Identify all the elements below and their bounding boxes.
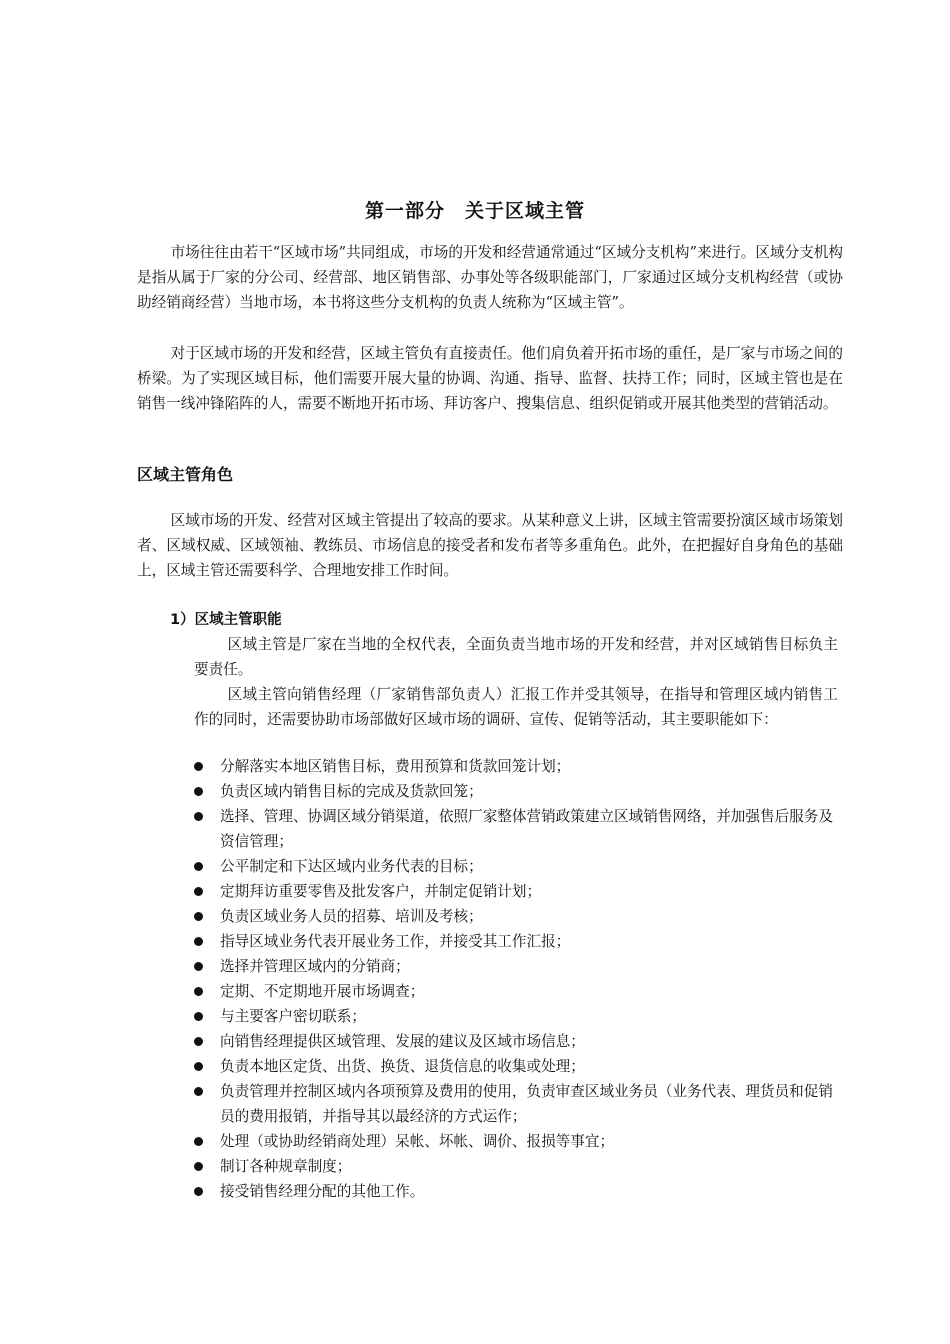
list-item: 负责本地区定货、出货、换货、退货信息的收集或处理； xyxy=(194,1054,842,1079)
bullet-icon xyxy=(194,962,203,971)
bullet-icon xyxy=(194,1187,203,1196)
list-item: 处理（或协助经销商处理）呆帐、坏帐、调价、报损等事宜； xyxy=(194,1129,842,1154)
list-item: 公平制定和下达区域内业务代表的目标； xyxy=(194,854,842,879)
intro-paragraph-2: 对于区域市场的开发和经营，区域主管负有直接责任。他们肩负着开拓市场的重任，是厂家与市场之间的桥梁。为了实现区域目标，他们需要开展大量的协调、沟通、指导、监督、扶持工作；同时，区域主管也是在销售一线冲锋陷阵的人，需要不断地开拓市场、拜访客户、搜集信息、组织促销或开展其他类型的营销活动。 xyxy=(137,345,843,412)
list-item: 负责管理并控制区域内各项预算及费用的使用，负责审查区域业务员（业务代表、理货员和促销员的费用报销，并指导其以最经济的方式运作； xyxy=(194,1079,842,1129)
bullet-icon xyxy=(194,862,203,871)
list-item: 制订各种规章制度； xyxy=(194,1154,842,1179)
bullet-icon xyxy=(194,1137,203,1146)
bullet-icon xyxy=(194,1012,203,1021)
bullet-icon xyxy=(194,762,203,771)
list-item: 向销售经理提供区域管理、发展的建议及区域市场信息； xyxy=(194,1029,842,1054)
list-item: 定期、不定期地开展市场调查； xyxy=(194,979,842,1004)
list-item: 接受销售经理分配的其他工作。 xyxy=(194,1179,842,1204)
intro-paragraph-1: 市场往往由若干“区域市场”共同组成，市场的开发和经营通常通过“区域分支机构”来进行。区域分支机构是指从属于厂家的分公司、经营部、地区销售部、办事处等各级职能部门，厂家通过区域分支机构经营（或协助经销商经营）当地市场，本书将这些分支机构的负责人统称为“区域主管”。 xyxy=(137,244,843,311)
list-item: 负责区域业务人员的招募、培训及考核； xyxy=(194,904,842,929)
functions-paragraph-1: 区域主管是厂家在当地的全权代表，全面负责当地市场的开发和经营，并对区域销售目标负主要责任。 xyxy=(194,636,838,678)
bullet-icon xyxy=(194,987,203,996)
bullet-icon xyxy=(194,887,203,896)
bullet-icon xyxy=(194,937,203,946)
duties-list xyxy=(194,754,842,1204)
page-title: 第一部分 关于区域主管 xyxy=(364,199,585,222)
section-heading-role: 区域主管角色 xyxy=(137,465,234,484)
functions-paragraph-2: 区域主管向销售经理（厂家销售部负责人）汇报工作并受其领导，在指导和管理区域内销售工作的同时，还需要协助市场部做好区域市场的调研、宣传、促销等活动，其主要职能如下： xyxy=(194,686,838,728)
bullet-icon xyxy=(194,787,203,796)
sub-heading-functions: 1）区域主管职能 xyxy=(170,612,282,628)
list-item: 指导区域业务代表开展业务工作，并接受其工作汇报； xyxy=(194,929,842,954)
bullet-icon xyxy=(194,1037,203,1046)
list-item: 与主要客户密切联系； xyxy=(194,1004,842,1029)
bullet-icon xyxy=(194,1087,203,1096)
list-item: 负责区域内销售目标的完成及货款回笼； xyxy=(194,779,842,804)
bullet-icon xyxy=(194,1162,203,1171)
list-item: 选择、管理、协调区域分销渠道，依照厂家整体营销政策建立区域销售网络，并加强售后服务及资信管理； xyxy=(194,804,842,854)
bullet-icon xyxy=(194,812,203,821)
list-item: 定期拜访重要零售及批发客户，并制定促销计划； xyxy=(194,879,842,904)
list-item: 分解落实本地区销售目标，费用预算和货款回笼计划； xyxy=(194,754,842,779)
bullet-icon xyxy=(194,912,203,921)
bullet-icon xyxy=(194,1062,203,1071)
list-item: 选择并管理区域内的分销商； xyxy=(194,954,842,979)
section-paragraph: 区域市场的开发、经营对区域主管提出了较高的要求。从某种意义上讲，区域主管需要扮演区域市场策划者、区域权威、区域领袖、教练员、市场信息的接受者和发布者等多重角色。此外，在把握好自身角色的基础上，区域主管还需要科学、合理地安排工作时间。 xyxy=(137,512,843,579)
